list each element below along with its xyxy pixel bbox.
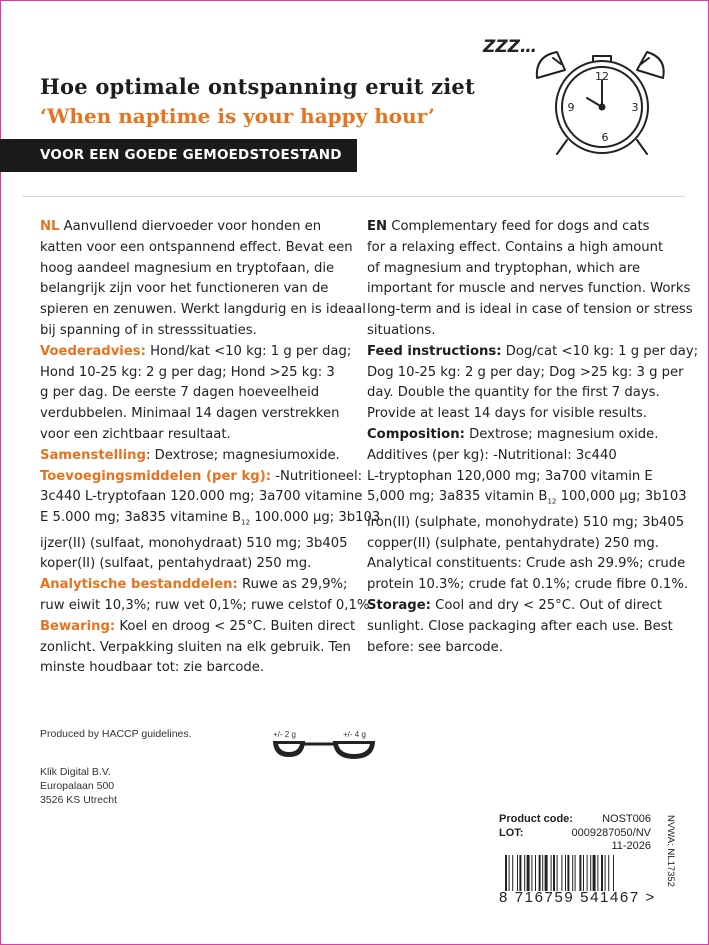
- barcode-bar: [613, 855, 614, 891]
- text-segment: bij spanning of in stresssituaties.: [40, 322, 257, 338]
- text-segment: for a relaxing effect. Contains a high amount: [367, 239, 664, 255]
- text-segment: : Dextrose; magnesiumoxide.: [145, 447, 340, 463]
- barcode-bar: [553, 855, 555, 891]
- text-segment: Dog 10-25 kg: 2 g per day; Dog >25 kg: 3 g per: [367, 364, 684, 380]
- barcode-bar: [575, 855, 576, 891]
- barcode-bar: [512, 855, 513, 891]
- text-line: [367, 217, 679, 238]
- section-label: Voederadvies:: [40, 343, 146, 359]
- text-line: [40, 554, 353, 575]
- haccp-note: Produced by HACCP guidelines.: [40, 728, 192, 740]
- text-segment: -Nutritioneel:: [271, 468, 363, 484]
- text-line: [40, 508, 381, 533]
- company-city: 3526 KS Utrecht: [40, 794, 118, 806]
- lot-label: LOT:: [499, 826, 524, 839]
- text-line: [367, 487, 687, 512]
- text-segment: 3c440 L-tryptofaan 120.000 mg; 3a700 vitamine: [40, 489, 363, 505]
- barcode-bar: [583, 855, 584, 891]
- text-line: [40, 259, 353, 280]
- barcode-bar: [531, 855, 532, 891]
- text-line: [40, 467, 363, 488]
- text-line: [367, 300, 693, 321]
- scoop-large-label: +/- 4 g: [343, 730, 366, 739]
- barcode-bar: [509, 855, 510, 891]
- english-text-column: [367, 217, 699, 658]
- text-segment: verdubbelen. Minimaal 14 dagen verstrekken: [40, 406, 340, 422]
- text-segment: Hond 10-25 kg: 2 g per dag; Hond >25 kg: 3: [40, 364, 335, 380]
- barcode-bar: [551, 855, 552, 891]
- text-line: [40, 446, 353, 467]
- text-segment: 12: [547, 498, 557, 506]
- barcode-bar: [557, 855, 558, 891]
- text-line: [40, 363, 353, 384]
- section-label: Analytische bestanddelen:: [40, 577, 238, 593]
- text-segment: Analytical constituents: Crude ash 29.9%; crude: [367, 556, 686, 572]
- barcode-bar: [597, 855, 598, 891]
- text-segment: sunlight. Close packaging after each use. Best: [367, 618, 673, 634]
- barcode-bar: [565, 855, 566, 891]
- barcode-bar: [524, 855, 525, 891]
- text-segment: Dextrose; magnesium oxide.: [464, 426, 659, 442]
- text-segment: g per dag. De eerste 7 dagen hoeveelheid: [40, 385, 320, 401]
- text-segment: ruw eiwit 10,3%; ruw vet 0,1%; ruwe celstof 0,1%.: [40, 597, 374, 613]
- text-segment: katten voor een ontspannend effect. Bevat een: [40, 239, 353, 255]
- text-line: [367, 425, 679, 446]
- text-line: [40, 342, 353, 363]
- text-line: [40, 617, 356, 638]
- text-line: [367, 342, 699, 363]
- text-segment: 100,000 µg; 3b103: [556, 489, 687, 505]
- barcode-bar: [579, 855, 581, 891]
- text-line: [367, 534, 679, 555]
- text-line: [367, 596, 679, 617]
- clock-number-6: 6: [601, 131, 609, 144]
- text-segment: voor een zichtbaar resultaat.: [40, 426, 231, 442]
- measuring-scoop-icon: [270, 738, 380, 762]
- lot-value: 0009287050/NV: [571, 826, 651, 839]
- text-segment: hoog aandeel magnesium en tryptofaan, die: [40, 260, 335, 276]
- text-segment: Dog/cat <10 kg: 1 g per day;: [501, 343, 699, 359]
- scoop-small-label: +/- 2 g: [273, 730, 296, 739]
- barcode-bar: [567, 855, 569, 891]
- text-line: [40, 487, 363, 508]
- text-segment: day. Double the quantity for the first 7 days.: [367, 385, 660, 401]
- text-line: [367, 513, 685, 534]
- text-segment: minste houdbaar tot: zie barcode.: [40, 660, 265, 676]
- nvwa-text: NVWA: NL17352: [665, 815, 676, 887]
- clock-number-9: 9: [567, 101, 575, 114]
- barcode-bar: [542, 855, 543, 891]
- text-line: [40, 534, 353, 555]
- text-line: [367, 638, 679, 659]
- product-code-label: Product code:: [499, 813, 573, 825]
- text-segment: Cool and dry < 25°C. Out of direct: [430, 597, 663, 613]
- barcode-bar: [527, 855, 530, 891]
- section-label: NL: [40, 219, 60, 234]
- text-segment: Provide at least 14 days for visible results.: [367, 406, 647, 422]
- headline: Hoe optimale ontspanning eruit ziet: [40, 74, 475, 99]
- text-segment: Aanvullend diervoeder voor honden en: [59, 219, 322, 234]
- text-line: [40, 638, 353, 659]
- section-label: Storage:: [367, 597, 431, 613]
- text-line: [367, 279, 691, 300]
- barcode-bar: [535, 855, 536, 891]
- text-line: [367, 446, 679, 467]
- section-label: EN: [367, 219, 388, 234]
- product-code-block: [499, 813, 651, 854]
- text-segment: Complementary feed for dogs and cats: [387, 219, 650, 234]
- text-line: [367, 404, 679, 425]
- text-segment: before: see barcode.: [367, 639, 503, 655]
- barcode-bar: [517, 855, 518, 891]
- text-segment: spieren en zenuwen. Werkt langdurig en is ideaal: [40, 302, 366, 318]
- text-segment: koper(II) (sulfaat, pentahydraat) 250 mg.: [40, 556, 312, 572]
- barcode: [505, 855, 655, 891]
- subheadline: ‘When naptime is your happy hour’: [40, 104, 435, 128]
- text-segment: 100.000 µg; 3b103: [250, 510, 381, 526]
- text-segment: Koel en droog < 25°C. Buiten direct: [115, 618, 356, 634]
- text-segment: L-tryptophan 120,000 mg; 3a700 vitamin E: [367, 468, 653, 484]
- text-segment: zonlicht. Verpakking sluiten na elk gebruik. Ten: [40, 639, 351, 655]
- section-label: Toevoegingsmiddelen (per kg):: [40, 468, 272, 484]
- clock-number-12: 12: [595, 70, 609, 83]
- text-line: [367, 554, 686, 575]
- barcode-bar: [561, 855, 562, 891]
- divider: [22, 196, 685, 197]
- barcode-bar: [608, 855, 609, 891]
- text-line: [367, 575, 689, 596]
- barcode-bar: [572, 855, 573, 891]
- text-line: [367, 383, 679, 404]
- barcode-bar: [593, 855, 596, 891]
- clock-number-3: 3: [631, 101, 639, 114]
- barcode-bar: [545, 855, 548, 891]
- barcode-bar: [601, 855, 603, 891]
- text-line: [40, 425, 353, 446]
- barcode-bar: [587, 855, 588, 891]
- text-segment: of magnesium and tryptophan, which are: [367, 260, 641, 276]
- text-line: [367, 363, 684, 384]
- barcode-bar: [505, 855, 507, 891]
- section-label: Composition:: [367, 426, 465, 442]
- dutch-text-column: [40, 217, 381, 679]
- section-label: Samenstelling: [40, 447, 146, 463]
- text-line: [40, 300, 366, 321]
- text-segment: ijzer(II) (sulfaat, monohydraat) 510 mg; 3b405: [40, 535, 348, 551]
- text-line: [40, 279, 353, 300]
- text-segment: belangrijk zijn voor het functioneren van de: [40, 281, 329, 297]
- text-line: [367, 617, 679, 638]
- company-name: Klik Digital B.V.: [40, 766, 111, 778]
- text-line: [40, 383, 353, 404]
- text-segment: long-term and is ideal in case of tension or stress: [367, 302, 693, 318]
- alarm-clock-icon: [475, 28, 695, 163]
- text-line: [40, 321, 353, 342]
- text-segment: situations.: [367, 322, 436, 338]
- banner: VOOR EEN GOEDE GEMOEDSTOESTAND: [0, 139, 357, 172]
- barcode-bar: [519, 855, 521, 891]
- section-label: Feed instructions:: [367, 343, 502, 359]
- barcode-bar: [539, 855, 541, 891]
- text-line: [40, 404, 353, 425]
- text-segment: protein 10.3%; crude fat 0.1%; crude fibre 0.1%.: [367, 577, 689, 593]
- barcode-bar: [605, 855, 606, 891]
- text-segment: Hond/kat <10 kg: 1 g per dag;: [145, 343, 352, 359]
- section-label: Bewaring:: [40, 618, 116, 634]
- text-line: [367, 238, 679, 259]
- text-line: [40, 217, 353, 238]
- zzz-text: ZZZ…: [483, 37, 537, 57]
- product-code-value: NOST006: [602, 813, 651, 825]
- text-line: [40, 575, 353, 596]
- text-segment: E 5.000 mg; 3a835 vitamine B: [40, 510, 242, 526]
- company-street: Europalaan 500: [40, 780, 115, 792]
- text-segment: 12: [241, 518, 251, 527]
- barcode-digits: 8 716759 541467 >: [499, 889, 656, 906]
- text-segment: important for muscle and nerves function. Works: [367, 281, 691, 297]
- text-segment: iron(II) (sulphate, monohydrate) 510 mg; 3b405: [367, 514, 685, 530]
- barcode-bar: [590, 855, 591, 891]
- text-line: [367, 259, 679, 280]
- text-segment: Ruwe as 29,9%;: [237, 577, 348, 593]
- expiry-date: 11-2026: [611, 840, 651, 852]
- text-segment: 5,000 mg; 3a835 vitamin B: [367, 489, 548, 505]
- text-line: [367, 321, 679, 342]
- text-segment: copper(II) (sulphate, pentahydrate) 250 mg.: [367, 535, 659, 551]
- text-segment: Additives (per kg): -Nutritional: 3c440: [367, 447, 617, 463]
- nvwa-registration: [664, 815, 678, 905]
- text-line: [40, 596, 374, 617]
- text-line: [367, 467, 679, 488]
- text-line: [40, 658, 353, 679]
- text-line: [40, 238, 353, 259]
